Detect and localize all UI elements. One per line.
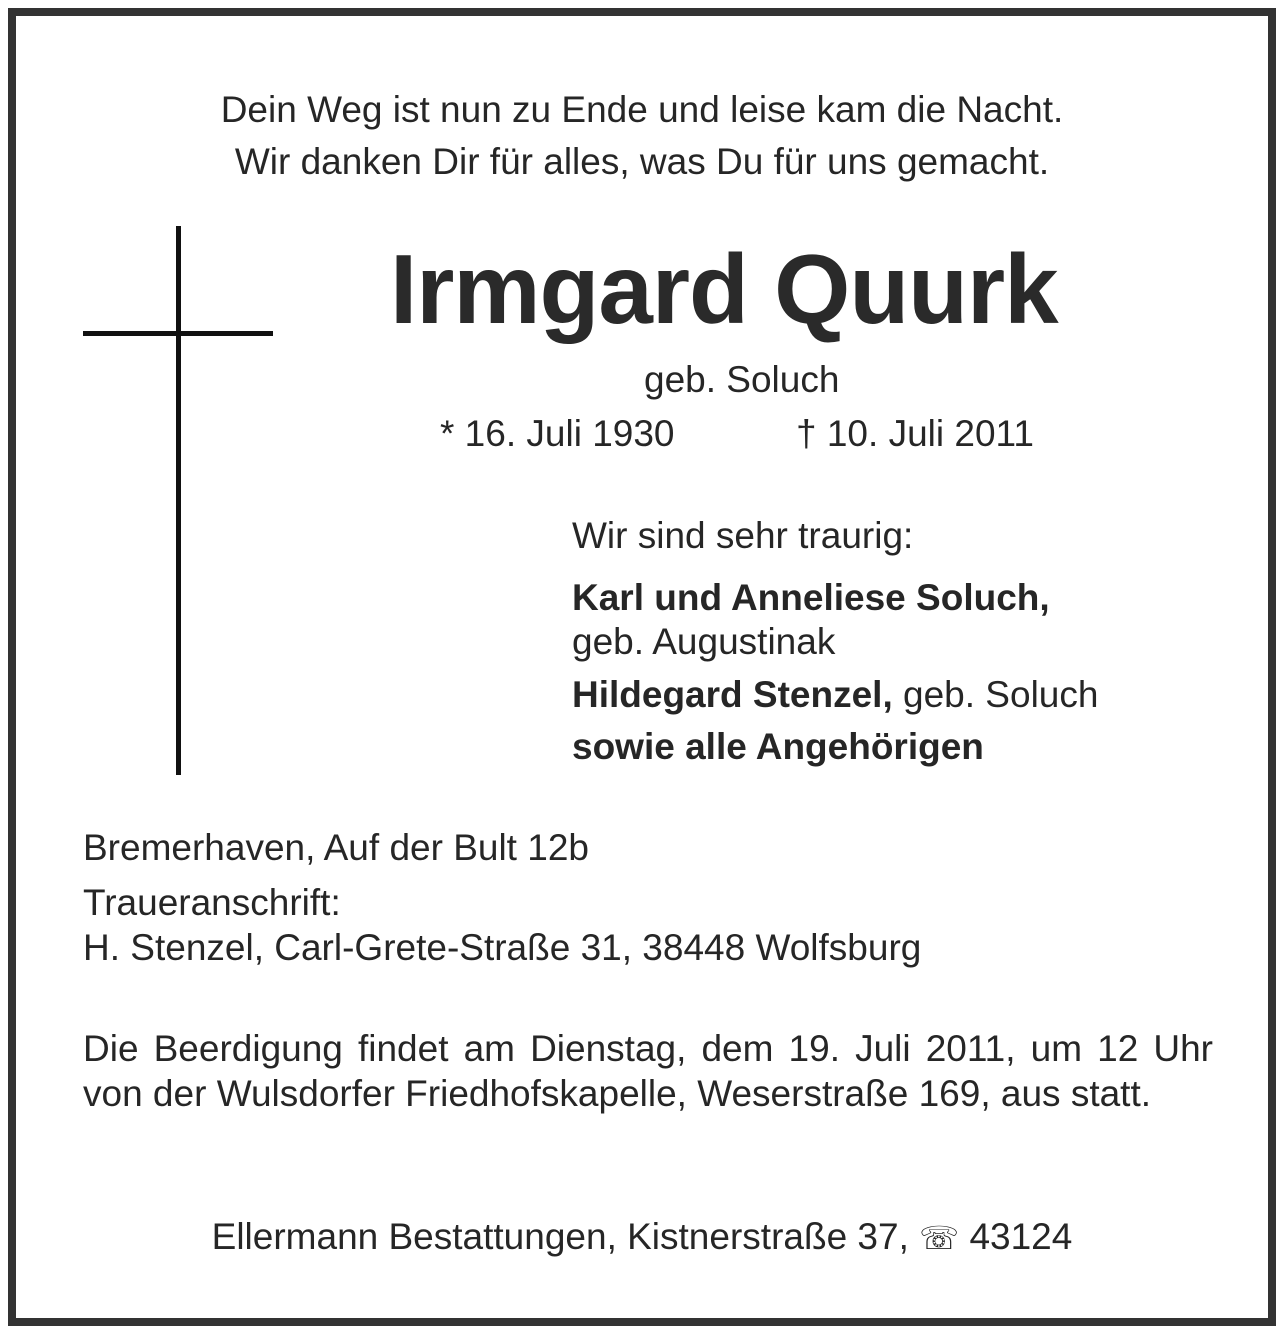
telephone-icon: ☏ bbox=[919, 1219, 960, 1257]
mourner-line-3 bbox=[572, 670, 1098, 720]
condolence-label: Traueranschrift: bbox=[83, 882, 341, 923]
cross-icon-horizontal bbox=[83, 331, 273, 336]
condolence-address: H. Stenzel, Carl-Grete-Straße 31, 38448 Wolfsburg bbox=[83, 927, 922, 968]
death-date: † 10. Juli 2011 bbox=[796, 413, 1034, 454]
undertaker-line bbox=[16, 1212, 1268, 1263]
obituary-notice bbox=[8, 8, 1276, 1326]
undertaker-name: Ellermann Bestattungen, Kistnerstraße 37, bbox=[211, 1216, 909, 1257]
funeral-notice: Die Beerdigung findet am Dienstag, dem 19. Juli 2011, um 12 Uhr von der Wulsdorfer Friedhofskapelle, Weserstraße 169, aus statt. bbox=[83, 1028, 1213, 1114]
birth-date: * 16. Juli 1930 bbox=[440, 413, 675, 454]
mourner-line-2: geb. Augustinak bbox=[572, 621, 836, 662]
deceased-birth-name: geb. Soluch bbox=[644, 359, 840, 400]
motto-line-2: Wir danken Dir für alles, was Du für uns gemacht. bbox=[234, 141, 1050, 182]
mourner-birth-name: geb. Soluch bbox=[892, 674, 1099, 715]
mourner-line-4: sowie alle Angehörigen bbox=[572, 726, 984, 767]
motto-line-1: Dein Weg ist nun zu Ende und leise kam die Nacht. bbox=[220, 89, 1064, 130]
mourners-intro: Wir sind sehr traurig: bbox=[572, 515, 914, 556]
residence-address: Bremerhaven, Auf der Bult 12b bbox=[83, 827, 589, 868]
mourner-line-1: Karl und Anneliese Soluch, bbox=[572, 577, 1050, 618]
cross-icon-vertical bbox=[176, 226, 181, 775]
deceased-name: Irmgard Quurk bbox=[390, 234, 1058, 344]
mourner-name-bold: Hildegard Stenzel, bbox=[572, 674, 893, 715]
undertaker-phone: 43124 bbox=[969, 1216, 1073, 1257]
